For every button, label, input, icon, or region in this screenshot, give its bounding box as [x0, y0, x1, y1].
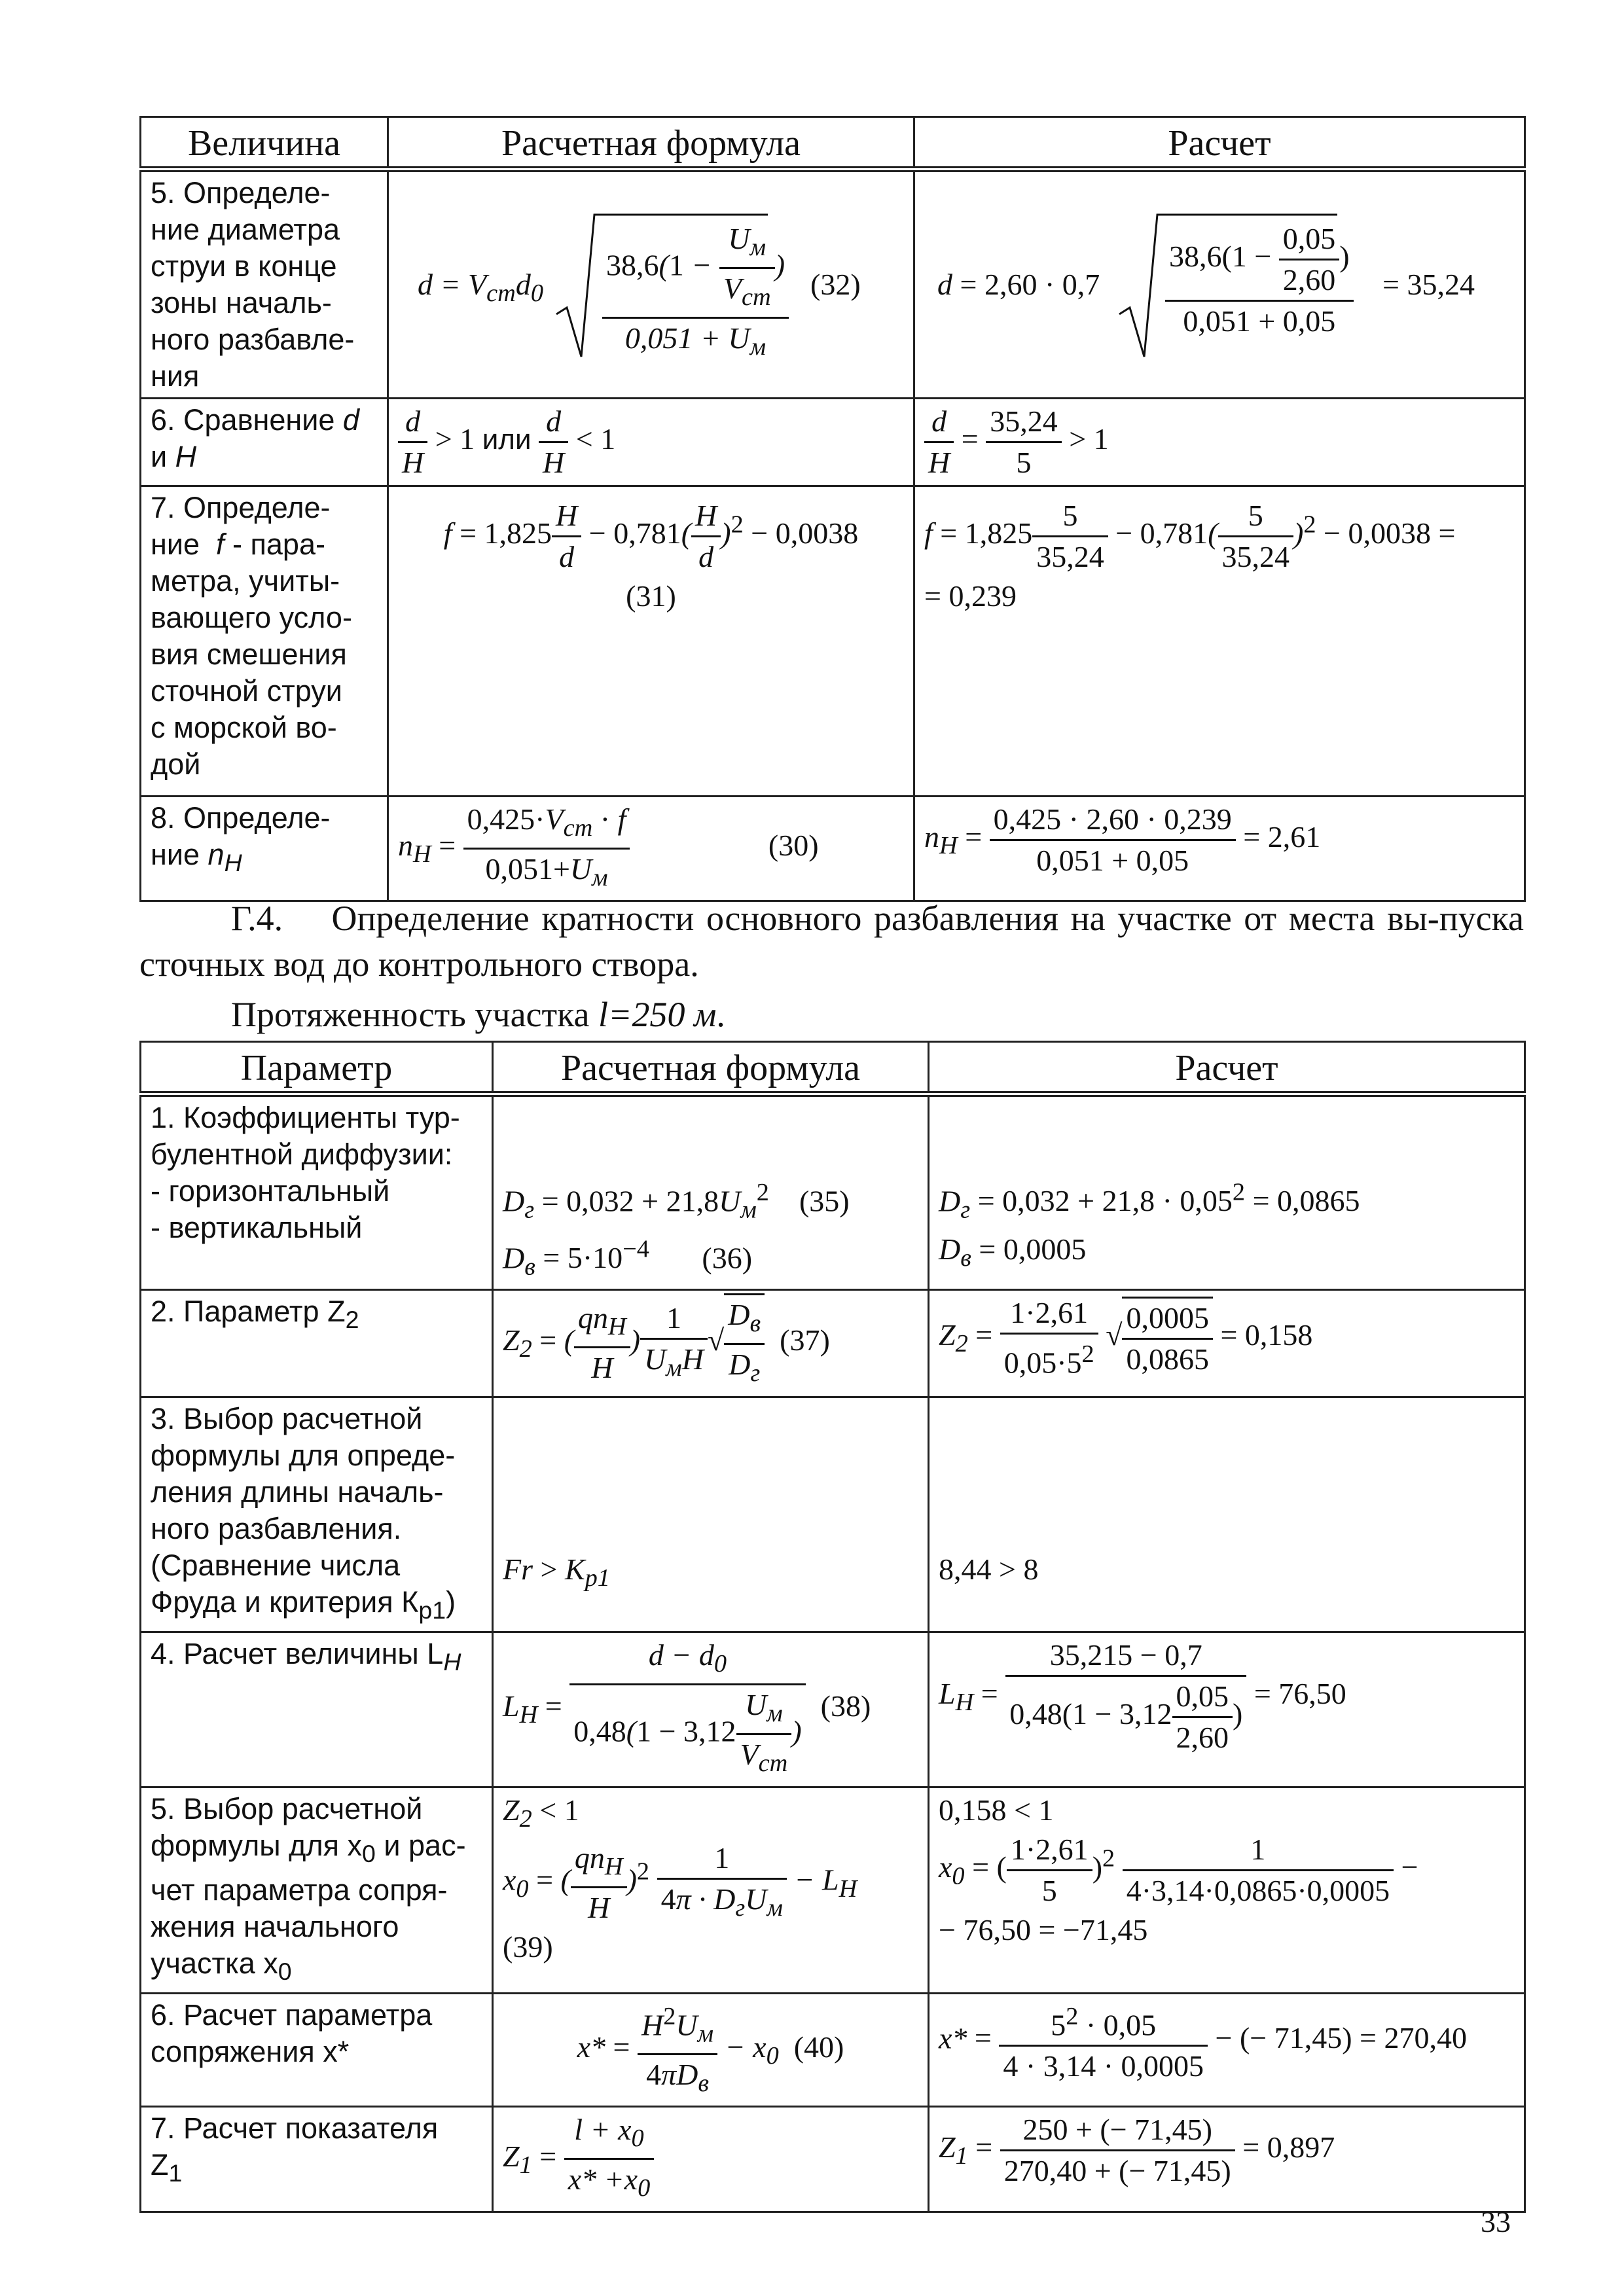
formula-radicand: 38,6(1 − $\frac{U_м}{V_{ст}}$ ) $0,051 + U_м$: [602, 219, 789, 367]
column-header: Расчетная формула: [493, 1042, 929, 1094]
formula: $Fr > K_{p1}$: [503, 1552, 610, 1592]
table-row: [141, 1632, 1525, 1787]
table-row: [141, 1787, 1525, 1993]
row-label: 8. Определе- ние $n_H$: [141, 797, 388, 901]
formula: $Z_2 < 1$: [503, 1793, 579, 1833]
calc-cell: [929, 1094, 1525, 1290]
formula-number: (31): [626, 579, 676, 613]
calc-3: − 76,50 = −71,45: [939, 1912, 1148, 1946]
row-label: 4. Расчет величины $L_H$: [141, 1632, 493, 1787]
formula-cell: [388, 170, 914, 399]
calc-radicand: 38,6(1 − $\frac{0,05}{2,60}$ ) 0,051 + 0,05: [1165, 219, 1354, 341]
formula: $L_H$ = $d - d_0$ 0,48(1 − 3,12 $\frac{U_м}{V_{ст}}$ ) (38): [503, 1689, 871, 1723]
formula: $Z_2$ = ( $\frac{qn_H}{H}$ ) $\frac{1}{U_мH}$ √ $\frac{D_в}{D_г}$ (37): [503, 1323, 830, 1357]
table-row: [141, 797, 1525, 901]
table-2-header-row: [141, 1042, 1525, 1094]
calc: x* = $\frac{5^2 \cdot 0,05}{4 \cdot 3,14 \cdot 0,0005}$ − (− 71,45) = 270,40: [939, 2021, 1467, 2054]
table-row: [141, 1397, 1525, 1632]
section-heading: [139, 895, 1524, 987]
table-row: [141, 486, 1525, 797]
row-label: 2. Параметр $Z_2$: [141, 1290, 493, 1397]
formula-number: (30): [768, 829, 819, 863]
row-label: 7. Определе- ние f - пара- метра, учиты- вающего усло- вия смешения сточной струи с морской во- дой: [141, 486, 388, 797]
table-row: [141, 1993, 1525, 2107]
formula-lhs: $d = V_{ст}d_0$: [418, 268, 544, 308]
calc: $\frac{d}{H}$ = $\frac{35,24}{5}$ > 1: [924, 422, 1109, 456]
calc: $n_H$ = $\frac{0,425 \cdot 2,60 \cdot 0,239}{0,051 + 0,05}$ = 2,61: [924, 820, 1320, 853]
calc-2: $D_в = 0,0005$: [939, 1232, 1087, 1272]
calc-cell: [929, 1787, 1525, 1993]
calc: $Z_1$ = $\frac{250 + (- 71,45)}{270,40 + (- 71,45)}$ = 0,897: [939, 2130, 1335, 2164]
formula-cell: [493, 1290, 929, 1397]
row-label: 7. Расчет показателя $Z_1$: [141, 2107, 493, 2212]
formula: x* = $\frac{H^2U_м}{4\pi D_в}$ − $x_0$ (40): [577, 2030, 844, 2064]
formula-cell: [388, 399, 914, 486]
calc: f = 1,825 $\frac{5}{35,24}$ − 0,781( $\frac{5}{35,24}$ )$^2$ − 0,0038 =: [924, 496, 1515, 577]
formula-cell: [493, 1632, 929, 1787]
table-1-header-row: [141, 117, 1525, 170]
page-number: 33: [1481, 2205, 1511, 2238]
formula-cell: [388, 486, 914, 797]
formula-number: (32): [810, 268, 861, 301]
calc-cell: [929, 1632, 1525, 1787]
calc-cell: [929, 2107, 1525, 2212]
formula-number: (39): [503, 1929, 553, 1964]
table-row: [141, 170, 1525, 399]
column-header: Величина: [141, 117, 388, 170]
calc-cell: [914, 797, 1525, 901]
table-1: [139, 116, 1526, 902]
calc-result: = 35,24: [1382, 268, 1475, 301]
calc-cell: [929, 1290, 1525, 1397]
formula-cell: [493, 1397, 929, 1632]
section-title: Определение кратности основного разбавления на участке от места вы-пуска сточных вод до контрольного створа.: [139, 899, 1524, 984]
column-header: Параметр: [141, 1042, 493, 1094]
table-row: [141, 1094, 1525, 1290]
row-label: 5. Выбор расчетной формулы для $x_0$ и рас- чет параметра сопря- жения начального участка $x_0$: [141, 1787, 493, 1993]
formula-cell: [493, 2107, 929, 2212]
calc-cell: [914, 399, 1525, 486]
column-header: Расчет: [914, 117, 1525, 170]
section-number: Г.4.: [231, 899, 283, 938]
calc-lhs: d = 2,60 · 0,7: [937, 268, 1100, 301]
row-label: 6. Сравнение d и H: [141, 399, 388, 486]
formula: $Z_1$ = $\frac{l + x_0}{x* +x_0}$: [503, 2140, 654, 2173]
formula-cell: [493, 1993, 929, 2107]
formula-cell: [493, 1787, 929, 1993]
row-label: 1. Коэффициенты тур- булентной диффузии: - горизонтальный - вертикальный: [141, 1094, 493, 1290]
table-2: [139, 1041, 1526, 2213]
calc-group: [924, 209, 1515, 360]
calc-cell: [929, 1397, 1525, 1632]
calc-cell: [914, 170, 1525, 399]
row-label: 5. Определе-ние диаметра струи в конце зоны началь-ного разбавле-ния: [141, 170, 388, 399]
calc: 8,44 > 8: [939, 1552, 1039, 1587]
formula: f = 1,825 $\frac{H}{d}$ − 0,781( $\frac{H}{d}$ )$^2$ − 0,0038: [398, 496, 904, 577]
calc-result: = 0,239: [924, 579, 1017, 613]
formula-cell: [388, 797, 914, 901]
length-note: Протяженность участка l=250 м.: [231, 995, 725, 1034]
calc: 0,158 < 1: [939, 1793, 1054, 1827]
formula-2: $x_0$ = ( $\frac{qn_H}{H}$ )$^2$ $\frac{1}{4\pi \cdot D_гU_м}$ − $L_H$: [503, 1839, 918, 1928]
column-header: Расчетная формула: [388, 117, 914, 170]
table-row: [141, 399, 1525, 486]
row-label: 6. Расчет параметра сопряжения x*: [141, 1993, 493, 2107]
formula-2: $D_в = 5\cdot 10^{-4}$ (36): [503, 1235, 753, 1281]
calc: $D_г = 0,032 + 21,8 \cdot 0,05^2 = 0,0865$: [939, 1179, 1360, 1224]
calc-cell: [914, 486, 1525, 797]
calc: $Z_2$ = $\frac{1\cdot 2,61}{0,05\cdot 5^2}$ √ $\frac{0,0005}{0,0865}$ = 0,158: [939, 1318, 1312, 1352]
formula: $D_г = 0,032 + 21,8U_м^2$ (35): [503, 1179, 850, 1224]
column-header: Расчет: [929, 1042, 1525, 1094]
table-row: [141, 2107, 1525, 2212]
formula-group: [398, 209, 904, 360]
table-row: [141, 1290, 1525, 1397]
formula: $\frac{d}{H}$ > 1 или $\frac{d}{H}$ < 1: [398, 422, 615, 456]
formula-cell: [493, 1094, 929, 1290]
calc-cell: [929, 1993, 1525, 2107]
row-label: 3. Выбор расчетной формулы для опреде- ления длины началь- ного разбавления. (Сравнение числа Фруда и критерия $К_{р1}$): [141, 1397, 493, 1632]
calc-2: $x_0$ = ( $\frac{1\cdot 2,61}{5}$ )$^2$ $\frac{1}{4\cdot 3,14\cdot 0,0865\cdot 0,0005}$ −: [939, 1830, 1515, 1910]
formula: $n_H$ = $\frac{0,425\cdot V_{ст} \cdot f}{0,051+U_м}$: [398, 829, 638, 862]
calc: $L_H$ = 35,215 − 0,7 0,48(1 − 3,12 $\frac{0,05}{2,60}$ ) = 76,50: [939, 1677, 1346, 1710]
